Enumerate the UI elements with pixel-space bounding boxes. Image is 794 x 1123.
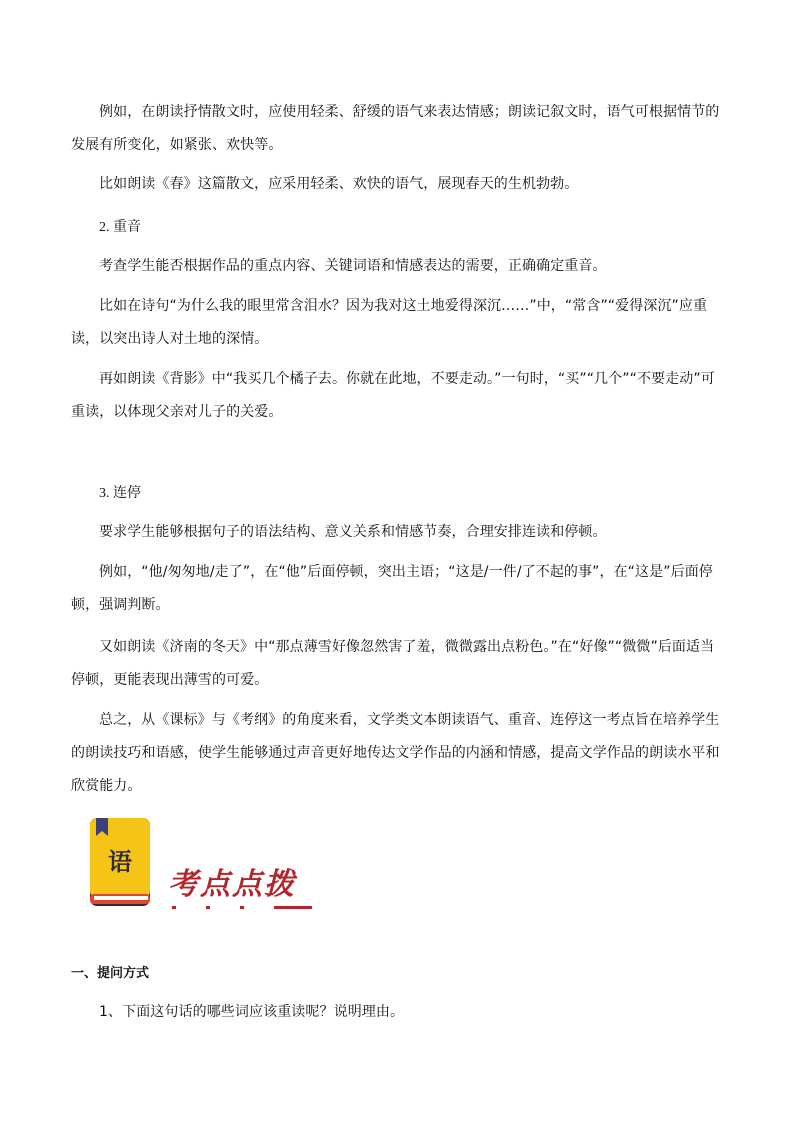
paragraph-beiying-example: 再如朗读《背影》中“我买几个橘子去。你就在此地，不要走动。”一句时，“买”“几个”“不要走动”可重读，以体现父亲对儿子的关爱。 <box>71 371 715 420</box>
kaodian-banner <box>168 860 318 912</box>
question-1: 1、下面这句话的哪些词应该重读呢？说明理由。 <box>99 1004 405 1020</box>
paragraph-jinan-example: 又如朗读《济南的冬天》中“那点薄雪好像忽然害了羞，微微露出点粉色。”在“好像”“微微”后面适当停顿，更能表现出薄雪的可爱。 <box>71 639 715 688</box>
subheading-pause: 3. 连停 <box>99 486 141 501</box>
paragraph-pause-example: 例如，“他/匆匆地/走了”，在“他”后面停顿，突出主语；“这是/一件/了不起的事”，在“这是”后面停顿，强调判断。 <box>71 564 713 613</box>
paragraph-pause-requirement: 要求学生能够根据句子的语法结构、意义关系和情感节奏，合理安排连读和停顿。 <box>99 524 607 540</box>
paragraph-poem-example: 比如在诗句“为什么我的眼里常含泪水？因为我对这土地爱得深沉……”中，“常含”“爱得深沉”应重读，以突出诗人对土地的深情。 <box>71 298 708 347</box>
paragraph-tone-example: 例如，在朗读抒情散文时，应使用轻柔、舒缓的语气来表达情感；朗读记叙文时，语气可根据情节的发展有所变化，如紧张、欢快等。 <box>71 104 720 153</box>
banner-title: 考点点拨 <box>168 867 296 902</box>
paragraph-stress-requirement: 考查学生能否根据作品的重点内容、关键词语和情感表达的需要，正确确定重音。 <box>99 258 607 274</box>
book-icon-char: 语 <box>108 848 132 876</box>
subheading-stress: 2. 重音 <box>99 220 141 235</box>
paragraph-spring-example: 比如朗读《春》这篇散文，应采用轻柔、欢快的语气，展现春天的生机勃勃。 <box>99 176 579 192</box>
paragraph-summary: 总之，从《课标》与《考纲》的角度来看，文学类文本朗读语气、重音、连停这一考点旨在培养学生的朗读技巧和语感，使学生能够通过声音更好地传达文学作品的内涵和情感，提高文学作品的朗读水平和欣赏能力。 <box>71 712 720 794</box>
yuwen-book-icon <box>86 816 154 912</box>
section-heading-question-format: 一、提问方式 <box>71 966 150 981</box>
